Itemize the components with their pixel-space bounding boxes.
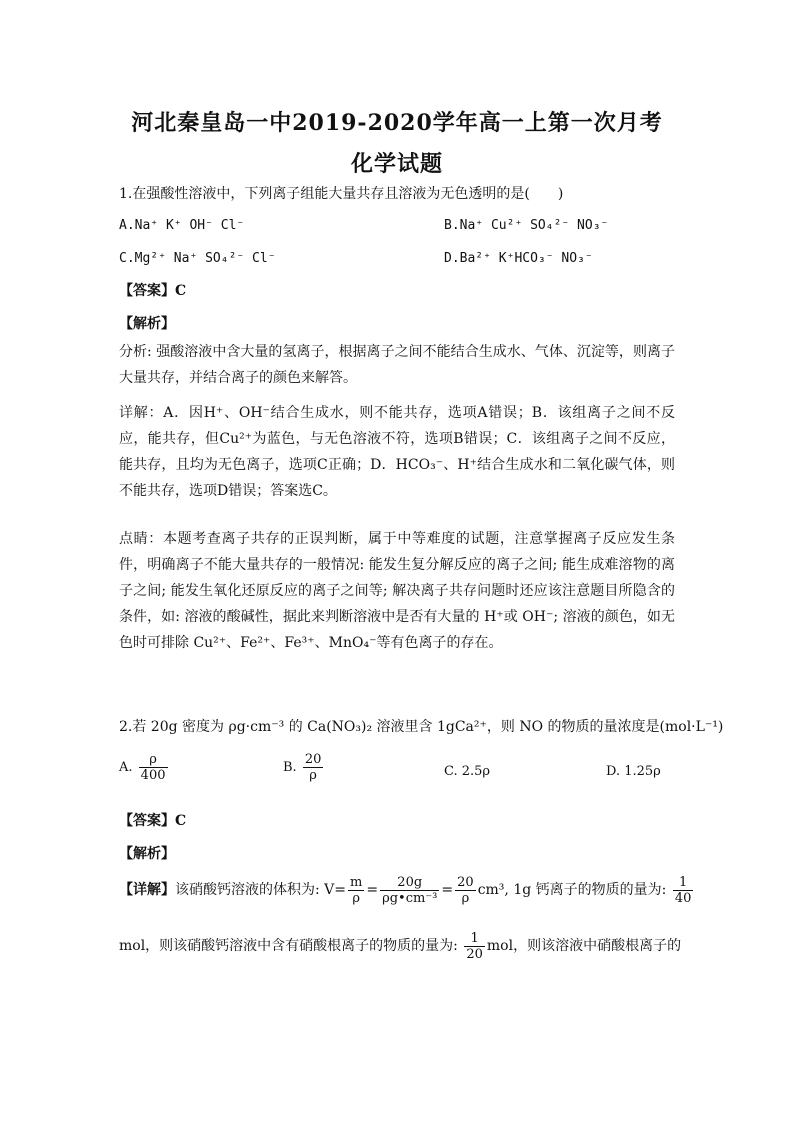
q2-stem: 2.若 20g 密度为 ρg·cm⁻³ 的 Ca(NO₃)₂ 溶液里含 1gCa²⁺，则 NO 的物质的量浓度是(mol·L⁻¹) (119, 719, 724, 735)
q1-stem: 1.在强酸性溶液中，下列离子组能大量共存且溶液为无色透明的是( ) (119, 186, 564, 202)
q2-option-b-denominator: ρ (309, 768, 317, 783)
q1-option-a: A.Na⁺ K⁺ OH⁻ Cl⁻ (119, 218, 245, 233)
q2-calc-text-3: mol，则该硝酸钙溶液中含有硝酸根离子的物质的量为: (119, 938, 458, 954)
q1-answer: 【答案】C (119, 283, 187, 299)
q2-option-b (283, 752, 325, 783)
q2-option-b-numerator: 20 (304, 752, 322, 767)
q2-frac-20d: 20 (466, 946, 483, 962)
q2-calc-eq: = (366, 882, 379, 898)
q2-calc-text-4: mol，则该溶液中硝酸根离子的 (486, 938, 682, 954)
q2-frac-20-rho (455, 875, 476, 906)
q2-option-a-denominator: 400 (140, 768, 166, 783)
q2-option-a-label: A. (119, 760, 133, 775)
q2-option-b-label: B. (283, 760, 297, 775)
q2-calc-line-1 (119, 868, 695, 912)
q2-option-d: D. 1.25ρ (606, 764, 661, 779)
q2-answer: 【答案】C (119, 813, 187, 829)
q2-frac-m: m (350, 874, 363, 890)
document-subtitle: 化学试题 (350, 151, 443, 177)
q2-frac-rho: ρ (352, 890, 360, 906)
q2-frac-20g-den: ρg•cm⁻³ (382, 890, 438, 906)
q2-option-c: C. 2.5ρ (444, 764, 491, 779)
q2-frac-20g (380, 875, 439, 906)
q2-calc-text-2: cm³, 1g 钙离子的物质的量为: (477, 882, 667, 898)
document-title: 河北秦皇岛一中2019-2020学年高一上第一次月考 (131, 110, 663, 136)
q2-frac-20: 20 (457, 874, 474, 890)
q2-option-a (119, 752, 170, 783)
q2-frac-rho2: ρ (461, 890, 470, 906)
q1-analysis-tag: 【解析】 (119, 316, 175, 332)
q2-frac-m-rho (348, 875, 364, 906)
q1-detail: 详解：A．因H⁺、OH⁻结合生成水，则不能共存，选项A错误；B．该组离子之间不反应，能共存，但Cu²⁺为蓝色，与无色溶液不符，选项B错误；C．该组离子之间不反应，能共存，且均为无色离子，选项C正确；D．HCO₃⁻、H⁺结合生成水和二氧化碳气体，则不能共存，选项D错误；答案选C。 (119, 405, 675, 499)
q2-frac-1: 1 (673, 875, 694, 891)
q2-frac-1-40 (673, 875, 694, 906)
q2-calc-line-2 (119, 924, 681, 968)
q2-frac-20g-num: 20g (380, 875, 439, 891)
q2-frac-1b: 1 (464, 931, 485, 947)
q2-analysis-tag: 【解析】 (119, 846, 175, 862)
q2-calc-eq2: = (441, 882, 454, 898)
q1-option-d: D.Ba²⁺ K⁺HCO₃⁻ NO₃⁻ (444, 251, 593, 266)
q2-frac-40: 40 (674, 890, 692, 906)
q2-detail-tag: 【详解】 (119, 882, 175, 898)
q1-analysis: 分析: 强酸溶液中含大量的氢离子，根据离子之间不能结合生成水、气体、沉淀等，则离子大量共存，并结合离子的颜色来解答。 (119, 344, 675, 386)
q2-frac-1-20 (464, 931, 485, 962)
q1-option-c: C.Mg²⁺ Na⁺ SO₄²⁻ Cl⁻ (119, 251, 276, 266)
q2-option-b-fraction (303, 752, 324, 783)
q1-comment: 点睛：本题考查离子共存的正误判断，属于中等难度的试题，注意掌握离子反应发生条件，明确离子不能大量共存的一般情况: 能发生复分解反应的离子之间; 能生成难溶物的离子之间; 能发生氧化还原反应的离子之间等; 解决离子共存问题时还应该注意题目所隐含的条件，如: 溶液的酸碱性，据此来判断溶液中是否有大量的 H⁺或 OH⁻; 溶液的颜色，如无色时可排除 Cu²⁺、Fe²⁺、Fe³⁺、MnO₄⁻等有色离子的存在。 (119, 531, 675, 651)
q2-option-a-fraction (139, 752, 168, 783)
q2-calc-text-1: 该硝酸钙溶液的体积为: V= (175, 882, 347, 898)
q1-option-b: B.Na⁺ Cu²⁺ SO₄²⁻ NO₃⁻ (444, 218, 609, 233)
q2-option-a-numerator: ρ (139, 752, 168, 768)
